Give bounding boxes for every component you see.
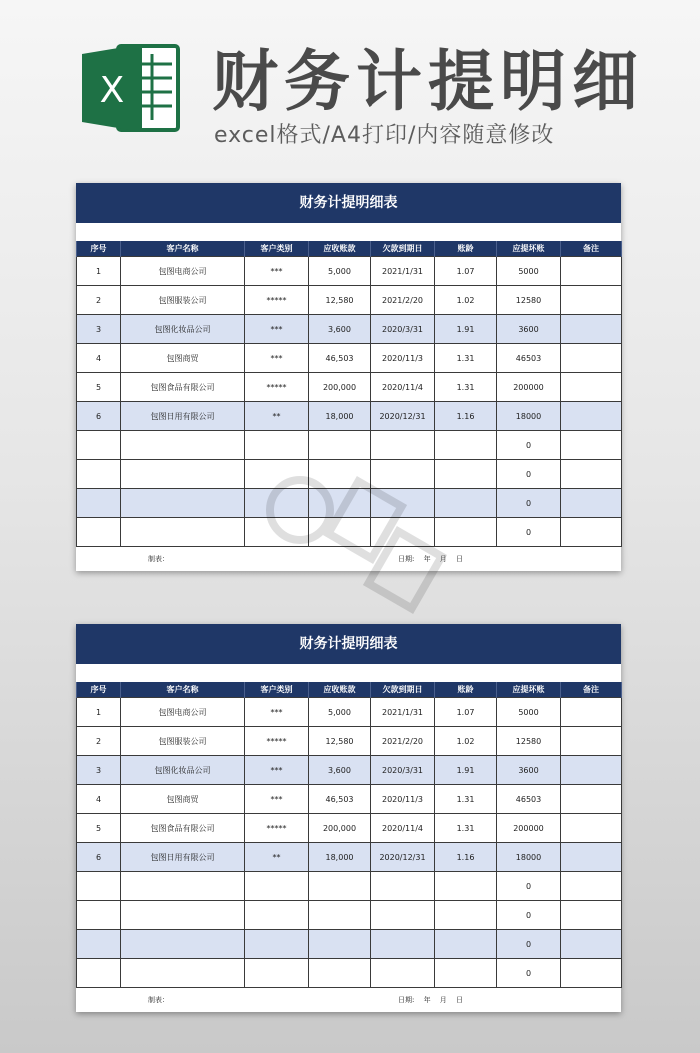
table-cell[interactable]: ***** xyxy=(245,814,309,843)
sheet-footer xyxy=(76,547,621,571)
table-cell[interactable]: *** xyxy=(245,315,309,344)
table-cell[interactable]: 包图商贸 xyxy=(121,785,245,814)
data-table xyxy=(76,241,622,547)
table-cell[interactable]: 1.31 xyxy=(435,814,497,843)
page-subtitle: excel格式/A4打印/内容随意修改 xyxy=(214,123,555,148)
table-row xyxy=(77,930,622,959)
page-title: 财务计提明细 xyxy=(212,43,644,120)
column-header: 欠款到期日 xyxy=(371,682,435,698)
table-cell[interactable] xyxy=(77,431,121,460)
table-cell[interactable] xyxy=(435,431,497,460)
table-cell[interactable]: 1 xyxy=(77,257,121,286)
table-cell[interactable]: 2021/2/20 xyxy=(371,286,435,315)
table-cell[interactable] xyxy=(121,460,245,489)
table-cell[interactable] xyxy=(121,518,245,547)
table-cell[interactable]: ** xyxy=(245,402,309,431)
table-cell[interactable] xyxy=(77,872,121,901)
table-cell[interactable] xyxy=(561,431,622,460)
table-cell[interactable]: 0 xyxy=(497,930,561,959)
date-label: 日期: 年 月 日 xyxy=(398,996,464,1004)
table-cell[interactable] xyxy=(371,930,435,959)
table-row xyxy=(77,901,622,930)
column-header: 客户类别 xyxy=(245,241,309,257)
table-cell[interactable]: 包图化妆品公司 xyxy=(121,756,245,785)
maker-label: 制表： xyxy=(148,555,169,563)
table-cell[interactable]: 包图电商公司 xyxy=(121,698,245,727)
sheet-title: 财务计提明细表 xyxy=(76,624,621,664)
table-cell[interactable]: 3 xyxy=(77,315,121,344)
table-cell[interactable] xyxy=(435,460,497,489)
date-label: 日期: 年 月 日 xyxy=(398,555,464,563)
table-cell[interactable]: ***** xyxy=(245,373,309,402)
table-cell[interactable] xyxy=(561,843,622,872)
table-cell[interactable]: *** xyxy=(245,756,309,785)
table-cell[interactable]: *** xyxy=(245,344,309,373)
table-cell[interactable] xyxy=(245,431,309,460)
table-cell[interactable]: 0 xyxy=(497,959,561,988)
table-cell[interactable] xyxy=(309,872,371,901)
spreadsheet-preview-1 xyxy=(76,183,621,571)
table-cell[interactable] xyxy=(245,930,309,959)
table-row xyxy=(77,727,622,756)
table-cell[interactable] xyxy=(309,901,371,930)
table-cell[interactable] xyxy=(561,756,622,785)
table-row xyxy=(77,489,622,518)
table-cell[interactable]: 1.16 xyxy=(435,402,497,431)
table-cell[interactable] xyxy=(435,901,497,930)
table-cell[interactable] xyxy=(561,315,622,344)
table-cell[interactable] xyxy=(121,901,245,930)
table-cell[interactable]: *** xyxy=(245,698,309,727)
table-cell[interactable] xyxy=(561,930,622,959)
table-cell[interactable] xyxy=(77,460,121,489)
table-cell[interactable]: 3 xyxy=(77,756,121,785)
column-header: 备注 xyxy=(561,241,622,257)
column-header: 欠款到期日 xyxy=(371,241,435,257)
table-row xyxy=(77,698,622,727)
table-cell[interactable]: 1.31 xyxy=(435,344,497,373)
excel-logo-icon xyxy=(80,42,182,134)
table-cell[interactable]: 3,600 xyxy=(309,756,371,785)
table-cell[interactable]: 3600 xyxy=(497,315,561,344)
table-row xyxy=(77,843,622,872)
table-cell[interactable]: 1.02 xyxy=(435,286,497,315)
table-cell[interactable]: 3,600 xyxy=(309,315,371,344)
column-header: 客户名称 xyxy=(121,682,245,698)
table-cell[interactable]: 1.91 xyxy=(435,315,497,344)
table-cell[interactable]: 2021/2/20 xyxy=(371,727,435,756)
sheet-footer xyxy=(76,988,621,1012)
table-cell[interactable]: 6 xyxy=(77,402,121,431)
column-header: 应收账款 xyxy=(309,241,371,257)
table-cell[interactable] xyxy=(309,930,371,959)
table-cell[interactable] xyxy=(561,460,622,489)
table-cell[interactable]: 0 xyxy=(497,518,561,547)
column-header: 应提坏账 xyxy=(497,241,561,257)
table-cell[interactable] xyxy=(435,489,497,518)
sheet-spacer xyxy=(76,223,621,241)
table-cell[interactable]: 18000 xyxy=(497,843,561,872)
table-cell[interactable] xyxy=(77,930,121,959)
table-cell[interactable] xyxy=(561,901,622,930)
table-cell[interactable]: 6 xyxy=(77,843,121,872)
table-cell[interactable] xyxy=(561,518,622,547)
table-cell[interactable]: 5 xyxy=(77,814,121,843)
table-cell[interactable] xyxy=(245,872,309,901)
table-cell[interactable] xyxy=(371,872,435,901)
table-cell[interactable]: 5,000 xyxy=(309,257,371,286)
spreadsheet-preview-2 xyxy=(76,624,621,1012)
table-cell[interactable]: 12580 xyxy=(497,727,561,756)
table-row xyxy=(77,518,622,547)
table-cell[interactable] xyxy=(561,257,622,286)
data-table xyxy=(76,682,622,988)
table-cell[interactable]: 200000 xyxy=(497,814,561,843)
table-row xyxy=(77,756,622,785)
table-cell[interactable]: 200000 xyxy=(497,373,561,402)
table-cell[interactable] xyxy=(435,930,497,959)
table-row xyxy=(77,315,622,344)
maker-label: 制表： xyxy=(148,996,169,1004)
column-header: 应提坏账 xyxy=(497,682,561,698)
table-cell[interactable] xyxy=(77,489,121,518)
table-cell[interactable] xyxy=(561,959,622,988)
table-cell[interactable]: 2021/1/31 xyxy=(371,698,435,727)
table-cell[interactable]: 4 xyxy=(77,785,121,814)
table-cell[interactable]: 12,580 xyxy=(309,727,371,756)
table-cell[interactable]: 2020/12/31 xyxy=(371,402,435,431)
table-cell[interactable] xyxy=(561,814,622,843)
table-cell[interactable]: 46503 xyxy=(497,344,561,373)
table-cell[interactable] xyxy=(561,727,622,756)
table-row xyxy=(77,785,622,814)
table-cell[interactable]: 包图商贸 xyxy=(121,344,245,373)
table-row xyxy=(77,814,622,843)
table-cell[interactable]: 2020/11/3 xyxy=(371,344,435,373)
table-cell[interactable] xyxy=(371,518,435,547)
table-cell[interactable]: 包图食品有限公司 xyxy=(121,373,245,402)
table-cell[interactable]: 2 xyxy=(77,286,121,315)
table-cell[interactable] xyxy=(121,431,245,460)
table-cell[interactable] xyxy=(561,698,622,727)
table-cell[interactable]: 200,000 xyxy=(309,814,371,843)
table-cell[interactable] xyxy=(309,959,371,988)
table-row xyxy=(77,344,622,373)
table-cell[interactable]: 2020/3/31 xyxy=(371,756,435,785)
table-cell[interactable]: 46,503 xyxy=(309,344,371,373)
column-header: 序号 xyxy=(77,682,121,698)
table-cell[interactable]: *** xyxy=(245,257,309,286)
table-cell[interactable]: 1.07 xyxy=(435,257,497,286)
table-cell[interactable] xyxy=(245,460,309,489)
table-cell[interactable]: ** xyxy=(245,843,309,872)
column-header: 序号 xyxy=(77,241,121,257)
table-cell[interactable]: 包图电商公司 xyxy=(121,257,245,286)
column-header: 应收账款 xyxy=(309,682,371,698)
table-cell[interactable]: 1.91 xyxy=(435,756,497,785)
table-cell[interactable] xyxy=(309,431,371,460)
table-header-row xyxy=(77,682,622,698)
table-row xyxy=(77,872,622,901)
table-cell[interactable]: 4 xyxy=(77,344,121,373)
table-cell[interactable] xyxy=(371,431,435,460)
table-cell[interactable]: 1.31 xyxy=(435,785,497,814)
table-cell[interactable] xyxy=(371,489,435,518)
table-cell[interactable] xyxy=(561,489,622,518)
table-cell[interactable]: 包图化妆品公司 xyxy=(121,315,245,344)
table-cell[interactable]: 12,580 xyxy=(309,286,371,315)
table-cell[interactable]: 46,503 xyxy=(309,785,371,814)
table-row xyxy=(77,431,622,460)
sheet-spacer xyxy=(76,664,621,682)
column-header: 账龄 xyxy=(435,241,497,257)
table-cell[interactable]: 包图日用有限公司 xyxy=(121,843,245,872)
table-cell[interactable] xyxy=(309,518,371,547)
header xyxy=(0,0,700,170)
table-cell[interactable] xyxy=(561,402,622,431)
table-cell[interactable] xyxy=(561,785,622,814)
table-cell[interactable]: 包图服装公司 xyxy=(121,286,245,315)
table-cell[interactable]: 12580 xyxy=(497,286,561,315)
table-row xyxy=(77,373,622,402)
table-row xyxy=(77,402,622,431)
table-cell[interactable] xyxy=(309,460,371,489)
table-cell[interactable] xyxy=(121,959,245,988)
table-cell[interactable]: 200,000 xyxy=(309,373,371,402)
table-cell[interactable] xyxy=(245,489,309,518)
table-cell[interactable]: 2021/1/31 xyxy=(371,257,435,286)
table-cell[interactable] xyxy=(561,344,622,373)
table-cell[interactable]: 3600 xyxy=(497,756,561,785)
table-cell[interactable]: 2020/12/31 xyxy=(371,843,435,872)
table-cell[interactable]: 1.31 xyxy=(435,373,497,402)
table-cell[interactable] xyxy=(77,901,121,930)
table-cell[interactable] xyxy=(77,518,121,547)
table-cell[interactable]: 0 xyxy=(497,872,561,901)
table-cell[interactable] xyxy=(561,373,622,402)
table-cell[interactable] xyxy=(561,286,622,315)
table-cell[interactable]: 包图日用有限公司 xyxy=(121,402,245,431)
table-cell[interactable]: 5 xyxy=(77,373,121,402)
table-cell[interactable]: ***** xyxy=(245,727,309,756)
table-cell[interactable]: 包图食品有限公司 xyxy=(121,814,245,843)
table-cell[interactable]: ***** xyxy=(245,286,309,315)
table-cell[interactable]: 1.02 xyxy=(435,727,497,756)
table-cell[interactable]: 18,000 xyxy=(309,843,371,872)
table-cell[interactable]: 2020/3/31 xyxy=(371,315,435,344)
table-cell[interactable]: 1.07 xyxy=(435,698,497,727)
table-cell[interactable]: 1.16 xyxy=(435,843,497,872)
column-header: 客户类别 xyxy=(245,682,309,698)
column-header: 客户名称 xyxy=(121,241,245,257)
table-cell[interactable] xyxy=(561,872,622,901)
sheet-title: 财务计提明细表 xyxy=(76,183,621,223)
table-cell[interactable]: 0 xyxy=(497,460,561,489)
table-cell[interactable]: 2020/11/4 xyxy=(371,373,435,402)
table-cell[interactable]: 5000 xyxy=(497,257,561,286)
table-cell[interactable] xyxy=(245,901,309,930)
table-cell[interactable]: *** xyxy=(245,785,309,814)
table-cell[interactable] xyxy=(435,872,497,901)
table-row xyxy=(77,257,622,286)
column-header: 账龄 xyxy=(435,682,497,698)
table-cell[interactable] xyxy=(435,518,497,547)
table-cell[interactable] xyxy=(245,959,309,988)
table-cell[interactable] xyxy=(371,460,435,489)
table-cell[interactable] xyxy=(309,489,371,518)
table-cell[interactable] xyxy=(371,901,435,930)
table-cell[interactable]: 2 xyxy=(77,727,121,756)
table-cell[interactable] xyxy=(435,959,497,988)
table-cell[interactable]: 5,000 xyxy=(309,698,371,727)
table-cell[interactable]: 0 xyxy=(497,431,561,460)
table-cell[interactable] xyxy=(77,959,121,988)
table-cell[interactable]: 18000 xyxy=(497,402,561,431)
table-cell[interactable]: 18,000 xyxy=(309,402,371,431)
table-cell[interactable]: 5000 xyxy=(497,698,561,727)
table-row xyxy=(77,959,622,988)
table-cell[interactable] xyxy=(121,489,245,518)
table-cell[interactable] xyxy=(371,959,435,988)
table-cell[interactable]: 2020/11/4 xyxy=(371,814,435,843)
table-cell[interactable]: 1 xyxy=(77,698,121,727)
table-row xyxy=(77,460,622,489)
table-header-row xyxy=(77,241,622,257)
table-cell[interactable]: 0 xyxy=(497,901,561,930)
table-cell[interactable] xyxy=(121,872,245,901)
table-row xyxy=(77,286,622,315)
table-cell[interactable] xyxy=(245,518,309,547)
table-cell[interactable]: 0 xyxy=(497,489,561,518)
logo-letter: X xyxy=(99,70,125,111)
table-cell[interactable]: 包图服装公司 xyxy=(121,727,245,756)
column-header: 备注 xyxy=(561,682,622,698)
table-cell[interactable]: 46503 xyxy=(497,785,561,814)
table-cell[interactable]: 2020/11/3 xyxy=(371,785,435,814)
table-cell[interactable] xyxy=(121,930,245,959)
